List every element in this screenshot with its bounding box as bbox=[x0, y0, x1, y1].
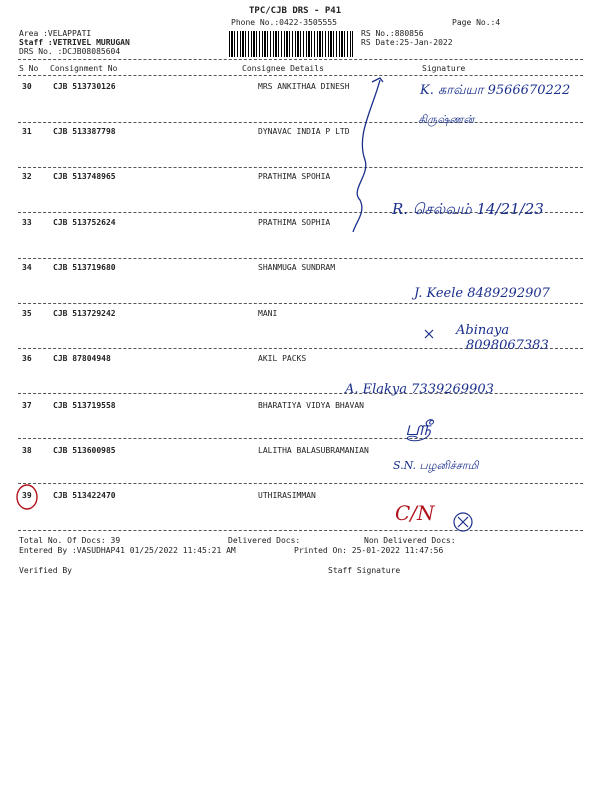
page-number: Page No.:4 bbox=[452, 18, 501, 27]
row-consignee: MRS ANKITHAA DINESH bbox=[258, 82, 350, 91]
row-consignment: CJB 513729242 bbox=[53, 309, 116, 318]
handwritten-signature-30: K. காவ்யா 9566670222 bbox=[420, 83, 571, 98]
row-consignment: CJB 513387798 bbox=[53, 127, 116, 136]
drs-number: DRS No. :DCJB08085604 bbox=[19, 47, 121, 56]
row-sno: 37 bbox=[22, 401, 32, 410]
row-sno: 39 bbox=[22, 491, 32, 500]
non-delivered-docs: Non Delivered Docs: bbox=[364, 536, 456, 545]
row-consignment: CJB 513752624 bbox=[53, 218, 116, 227]
handwritten-cn-note: C/N bbox=[395, 501, 435, 525]
bracket-line bbox=[353, 78, 383, 232]
phone-number: Phone No.:0422-3505555 bbox=[231, 18, 337, 27]
row-consignee: DYNAVAC INDIA P LTD bbox=[258, 127, 350, 136]
row-consignment: CJB 513719558 bbox=[53, 401, 116, 410]
row-consignee: LALITHA BALASUBRAMANIAN bbox=[258, 446, 369, 455]
handwritten-name-35: Abinaya bbox=[456, 323, 510, 338]
col-signature: Signature bbox=[422, 64, 466, 73]
delivered-docs: Delivered Docs: bbox=[228, 536, 301, 545]
printed-on: Printed On: 25-01-2022 11:47:56 bbox=[294, 546, 444, 555]
handwritten-signature-34: J. Keele 8489292907 bbox=[414, 286, 550, 301]
staff-signature: Staff Signature bbox=[328, 566, 401, 575]
col-consignee: Consignee Details bbox=[242, 64, 324, 73]
row-sno: 33 bbox=[22, 218, 32, 227]
handwritten-signature-38: S.N. பழனிச்சாமி bbox=[393, 459, 479, 472]
row-consignment: CJB 513422470 bbox=[53, 491, 116, 500]
handwritten-signature-32: R. செல்வம் 14/21/23 bbox=[392, 200, 544, 218]
row-consignee: MANI bbox=[258, 309, 278, 318]
handwritten-signature-37: ஸ்ரீ bbox=[405, 416, 432, 440]
row-sno: 38 bbox=[22, 446, 32, 455]
rs-number: RS No.:880856 bbox=[361, 29, 424, 38]
total-docs: Total No. Of Docs: 39 bbox=[19, 536, 121, 545]
verified-by: Verified By bbox=[19, 566, 72, 575]
handwritten-signature-36: A. Elakya 7339269903 bbox=[345, 382, 494, 397]
col-consignment: Consignment No bbox=[50, 64, 118, 73]
row-sno: 34 bbox=[22, 263, 32, 272]
row-consignee: UTHIRASIMMAN bbox=[258, 491, 316, 500]
row-consignee: AKIL PACKS bbox=[258, 354, 307, 363]
row-sno: 36 bbox=[22, 354, 32, 363]
doc-title: TPC/CJB DRS - P41 bbox=[249, 6, 342, 16]
row-consignee: SHANMUGA SUNDRAM bbox=[258, 263, 336, 272]
row-consignment: CJB 513730126 bbox=[53, 82, 116, 91]
col-sno: S No bbox=[19, 64, 39, 73]
rs-date: RS Date:25-Jan-2022 bbox=[361, 38, 453, 47]
red-circle bbox=[17, 485, 37, 509]
row-consignee: PRATHIMA SOPHIA bbox=[258, 218, 331, 227]
row-sno: 31 bbox=[22, 127, 32, 136]
entered-by: Entered By :VASUDHAP41 01/25/2022 11:45:21 AM bbox=[19, 546, 236, 555]
cross-mark bbox=[458, 517, 468, 527]
area-label: Area :VELAPPATI bbox=[19, 29, 92, 38]
row-consignment: CJB 513600985 bbox=[53, 446, 116, 455]
row-sno: 35 bbox=[22, 309, 32, 318]
row-consignment: CJB 87804948 bbox=[53, 354, 111, 363]
row-sno: 32 bbox=[22, 172, 32, 181]
row-consignee: BHARATIYA VIDYA BHAVAN bbox=[258, 401, 364, 410]
row-consignee: PRATHIMA SPOHIA bbox=[258, 172, 331, 181]
handwritten-signature-31: கிருஷ்ணன் bbox=[418, 113, 475, 126]
x-mark bbox=[425, 330, 433, 338]
row-sno: 30 bbox=[22, 82, 32, 91]
staff-label: Staff :VETRIVEL MURUGAN bbox=[19, 38, 130, 47]
row-consignment: CJB 513748965 bbox=[53, 172, 116, 181]
handwritten-phone-35: 8098067383 bbox=[466, 338, 549, 353]
row-consignment: CJB 513719680 bbox=[53, 263, 116, 272]
